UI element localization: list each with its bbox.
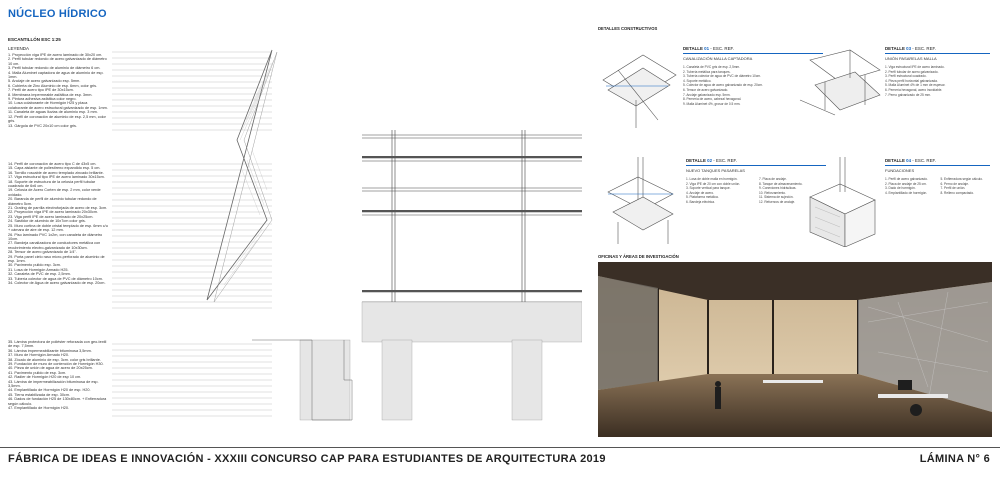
legend-item: 26. Piso laminado PVC 1x2m, con canaleta de diámetro 10cm. <box>8 232 103 241</box>
legend-item: 38. Zócalo de aluminio de esp. 3cm. color gris brillante. <box>8 357 101 362</box>
detail-note: 2. Viga IPE de 20 cm con doble unión. <box>686 181 741 186</box>
legend-item: 46. Dados de fundación H25 de 130x80cm. + Enfierradura según cálculo. <box>8 397 107 406</box>
detail-note: 8. Relleno compactado. <box>940 190 974 195</box>
legend-item: 20. Baranda de perfil de aluminio tubular redondo de diámetro 5cm. <box>8 197 97 206</box>
legend-item: 44. Emplantillado de Hormigón H20 de esp. H20. <box>8 388 91 393</box>
legend-item: 5. Anclaje de acero galvanizado esp. 5mm. <box>8 79 81 84</box>
detail-note: 4. Anclaje de acero. <box>686 190 714 195</box>
detail-note: 5. Malla Aluminet 4% de 1 mm de espesor. <box>885 83 946 88</box>
legend-item: 40. Pieza de unión de agua de acero de 20x25cm. <box>8 366 93 371</box>
detail-divider <box>885 165 990 166</box>
detail-note: 4. Soporte metálico. <box>683 78 712 83</box>
detail-note: 2. Placa de anclaje de 25 cm. <box>885 181 927 186</box>
legend-item: 43. Lámina de impermeabilización bituminosa de esp. 3,5mm. <box>8 379 99 389</box>
detail-01-drawing <box>598 40 678 130</box>
detail-prefix: DETALLE <box>686 158 706 163</box>
detail-note: 12. Refuerzos de anclaje. <box>759 199 796 204</box>
legend-item: 41. Pavimento pulido de esp. 3cm. <box>8 370 67 375</box>
detail-note: 7. Perfil de unión. <box>940 186 966 191</box>
detail-scale: - ESC. REF. <box>912 158 936 163</box>
detail-number: 01 <box>704 46 710 51</box>
legend-item: 42. Radier de Hormigón H20 de esp 10 cm. <box>8 375 82 380</box>
detail-note: 3. Tubería colector de agua de PVC de diámetro 10cm. <box>683 74 761 79</box>
legend-item: 6. Cubierta de Zinc Aluminio de esp. 6mm, color gris. <box>8 83 98 88</box>
detail-03-drawing <box>795 40 885 130</box>
detail-note: 7. Placa de anclaje. <box>759 177 787 181</box>
legend-item: 32. Canaleta de PVC de esp. 2,5mm. <box>8 272 71 277</box>
legend-item: 14. Perfil de coronación de acero tipo C de 43x5 cm. <box>8 162 97 166</box>
legend-item: 1. Proyección viga IPE de acero laminado de 30x20 cm. <box>8 53 103 57</box>
legend-item: 45. Tierra estabilizada de esp. 30cm. <box>8 392 71 397</box>
legend-item: 47. Emplantillado de Hormigón H20. <box>8 406 69 411</box>
detail-note: 3. Perfil estructural cuadrado. <box>885 74 927 79</box>
detail-note: 5. Enfierradura según cálculo. <box>940 177 983 181</box>
detail-note: 3. Dado de hormigón. <box>885 186 916 191</box>
legend-item: 24. Sastidor de aluminio de 10x7cm color gris. <box>8 219 86 224</box>
detail-note: 5. Colector de agua de acero galvanizado de esp. 20cm. <box>683 83 763 88</box>
detail-note: 7. Anclaje galvanizado esp. 5mm. <box>683 92 731 97</box>
legend-item: 8. Membrana impermeable asfáltica de esp. 3mm. <box>8 92 93 97</box>
detail-notes <box>885 65 990 97</box>
detail-note: 8. Tanque de almacenamiento. <box>759 181 803 186</box>
legend-item: 36. Lámina impermeabilizante bituminosa 3,5mm. <box>8 348 92 353</box>
detail-number: 04 <box>906 158 912 163</box>
legend-item: 11. Canaleta de aguas lluvias de aluminio esp. 3 mm. <box>8 110 98 115</box>
sheet-number: LÁMINA N° 6 <box>919 453 990 465</box>
legend-item: 31. Losa de Hormigón Armado H25. <box>8 267 69 272</box>
detail-03 <box>885 46 990 97</box>
legend-item: 18. Soporte de estructura de la celosía perfil tubular cuadrado de 6x6 cm. <box>8 179 96 189</box>
detail-note: 6. Pernería hexagonal, acero inoxidable. <box>885 87 943 92</box>
detail-note: 8. Pernería de acero, cabezal hexagonal. <box>683 97 742 102</box>
legend-item: 37. Muro de Hormigón Armado H20. <box>8 353 69 358</box>
legend-item: 23. Viga perfil IPE de acero laminado de 20x25cm. <box>8 214 94 219</box>
legend-item: 12. Perfil de coronación de aluminio de esp. 2,5 mm, color gris. <box>8 114 106 124</box>
office-render-image <box>598 262 992 437</box>
legend-item: 21. Grating de parrilla electroforjada de acero de esp. 3cm. <box>8 206 108 211</box>
legend-item: 29. Porta panel cielo raso micro-perforado de aluminio de esp. 1mm. <box>8 254 105 263</box>
detail-subtitle: NUEVO TANQUES PASARELAS <box>686 168 745 173</box>
detail-notes <box>885 177 990 195</box>
legend-item: 3. Perfil tubular redondo de aluminio de diámetro 6 cm. <box>8 66 101 71</box>
section-drawing <box>112 40 582 440</box>
building-section <box>362 130 582 302</box>
legend-item: 10. Losa colaborante de Hormigón H25 y placa colaborante de acero estructural galvanizado de esp. 1mm. <box>8 101 108 110</box>
footer-divider <box>0 447 1000 448</box>
detail-note: 1. Canaleta de PVC gris de esp. 2,5mm. <box>683 65 741 69</box>
sheet-title: NÚCLEO HÍDRICO <box>8 8 107 20</box>
detail-subtitle: FUNDACIONES <box>885 168 915 173</box>
legend-item: 22. Proyección viga IPE de acero laminado 20x30cm. <box>8 210 99 215</box>
detail-note: 1. Perfil de acero galvanizado. <box>885 177 928 181</box>
detail-note: 6. Tensor de acero galvanizado. <box>683 87 729 92</box>
detail-note: 9. Conexiones hidráulicas. <box>759 186 797 191</box>
detail-note: 5. Plataforma metálica. <box>686 195 719 200</box>
legend-item: 27. Bandeja canalizadora de conductores metálica con recubrimiento electro-galvanizado de 10x30cm. <box>8 241 101 250</box>
details-section-title: DETALLES CONSTRUCTIVOS <box>598 26 658 31</box>
legend-item: 19. Celosía de Acero Corten de esp. 2 mm, color verde oxidado. <box>8 188 101 197</box>
legend-item: 39. Fundación de muro de contención de Hormigón H30. <box>8 362 104 367</box>
legend-item: 30. Pavimento pulido esp. 3cm. <box>8 263 61 268</box>
legend-item: 4. Malla Aluminet captadora de agua de aluminio de esp. 1mm. <box>8 70 104 80</box>
legend-item: 15. Capa aislante de poliestireno expandido esp. 5 cm. <box>8 166 101 171</box>
detail-note: 1. Losa de doble malla en hormigón. <box>686 177 738 181</box>
detail-note: 6. Perno de anclaje. <box>940 181 969 186</box>
legend-group-2 <box>8 162 108 285</box>
detail-number: 02 <box>707 158 713 163</box>
detail-divider <box>885 53 990 54</box>
detail-number: 03 <box>906 46 912 51</box>
detail-scale: - ESC. REF. <box>912 46 936 51</box>
detail-scale: - ESC. REF. <box>713 158 737 163</box>
detail-note: 4. Pieza perfil horizontal galvanizada. <box>885 78 938 83</box>
detail-scale: - ESC. REF. <box>710 46 734 51</box>
detail-note: 2. Tubería metálica para tanques. <box>683 69 731 74</box>
detail-note: 3. Soporte vertical para tanque. <box>686 186 731 191</box>
leader-lines <box>112 52 272 416</box>
render-title: OFICINAS Y ÁREAS DE INVESTIGACIÓN <box>598 254 679 259</box>
detail-note: 1. Viga estructural IPE de acero laminado. <box>885 65 945 69</box>
detail-note: 11. Sistema de sujeción. <box>759 195 794 200</box>
detail-04-drawing <box>795 152 880 247</box>
legend-item: 25. Muro cortina de doble cristal templado de esp. 6mm c/u + cámara de aire de esp. 12 mm. <box>8 223 108 233</box>
legend-item: 34. Colector de Agua de acero galvanizado de esp. 20cm. <box>8 280 106 285</box>
legend-item: 17. Viga estructural tipo IPE de acero laminado 30x15cm. <box>8 175 105 180</box>
legend-item: 35. Lámina protectora de poliéster reforzada con geo-textil de esp. 7,5mm. <box>8 340 107 349</box>
legend-group-1 <box>8 53 108 128</box>
legend-heading: LEYENDA <box>8 46 30 51</box>
detail-prefix: DETALLE <box>683 46 703 51</box>
detail-prefix: DETALLE <box>885 46 905 51</box>
detail-note: 10. Reforzamiento. <box>759 190 786 195</box>
detail-note: 6. Bandeja eléctrica. <box>686 199 715 204</box>
detail-note: 7. Perno galvanizado de 25 mm. <box>885 92 931 97</box>
detail-04 <box>885 158 990 195</box>
detail-subtitle: UNIÓN PASARELAS MALLA <box>885 56 937 61</box>
detail-03-heading <box>885 46 990 51</box>
ground-hatch <box>300 302 582 420</box>
legend-item: 13. Gárgola de PVC 20x10 cm color gris. <box>8 123 78 128</box>
detail-02-drawing <box>598 152 678 247</box>
escantillon-label: ESCANTILLÓN ESC 1:25 <box>8 37 61 42</box>
footer-title: FÁBRICA DE IDEAS E INNOVACIÓN - XXXIII CONCURSO CAP PARA ESTUDIANTES DE ARQUITECTURA 2019 <box>8 453 606 465</box>
detail-prefix: DETALLE <box>885 158 905 163</box>
legend-item: 16. Tornillo roscable de acero templado zincado brillante. <box>8 170 104 175</box>
legend-item: 2. Perfil tubular redondo de acero galvanizado de diámetro 10 cm. <box>8 57 107 66</box>
legend-item: 28. Tensor de acero galvanizado de 1/4". <box>8 250 77 255</box>
detail-04-heading <box>885 158 990 163</box>
legend-item: 9. Pintura adhesiva asfáltica color negro. <box>8 97 77 102</box>
legend-group-3 <box>8 340 108 411</box>
detail-note: 9. Malla Aluminet 4%, grosor de 0.5 mm. <box>683 101 741 106</box>
detail-subtitle: CANALIZACIÓN MALLA CAPTADORA <box>683 56 753 61</box>
detail-note: 4. Emplantillado de hormigón. <box>885 190 928 195</box>
legend-item: 33. Tubería colector de agua de PVC de diámetro 10cm. <box>8 276 103 281</box>
legend-item: 7. Perfil de acero tipo IPE de 30x15cm. <box>8 88 74 93</box>
detail-note: 2. Perfil tubular de acero galvanizado. <box>885 69 939 74</box>
